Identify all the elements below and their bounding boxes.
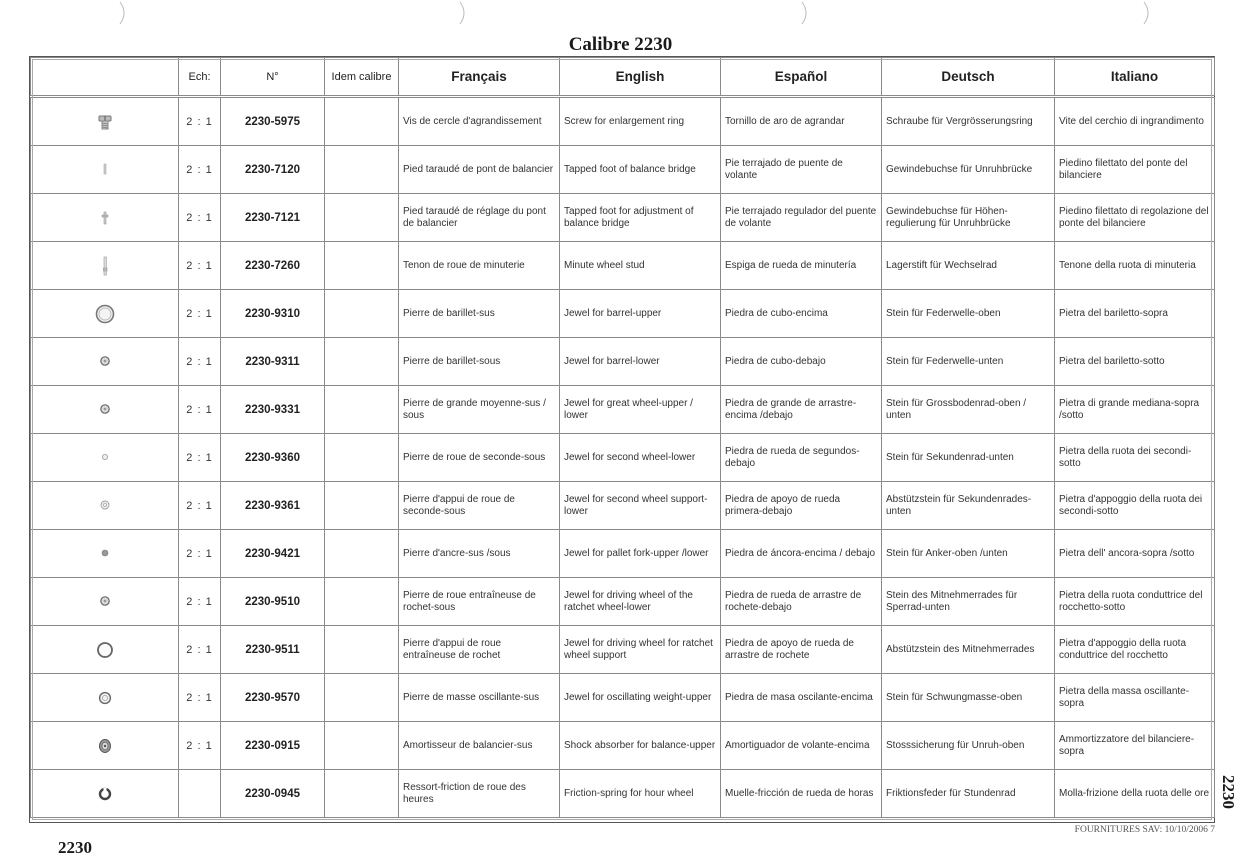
jewel-medium-icon	[98, 692, 112, 703]
scale-cell: 2 : 1	[179, 578, 221, 626]
jewel-small-icon	[99, 404, 111, 415]
header-spanish: Español	[721, 58, 882, 96]
same-calibre-cell	[325, 98, 399, 146]
spanish-cell: Piedra de áncora-encima / debajo	[721, 530, 882, 578]
header-italian: Italiano	[1055, 58, 1215, 96]
french-cell: Amortisseur de balancier-sus	[399, 722, 560, 770]
table-row	[31, 146, 1215, 194]
spanish-cell: Pie terrajado de puente de volante	[721, 146, 882, 194]
french-cell: Pierre de masse oscillante-sus	[399, 674, 560, 722]
scale-cell: 2 : 1	[179, 338, 221, 386]
part-image-cell	[31, 722, 179, 770]
english-cell: Screw for enlargement ring	[560, 98, 721, 146]
german-cell: Gewindebuchse für Höhen-regulierung für Unruhbrücke	[882, 194, 1055, 242]
german-cell: Stosssicherung für Unruh-oben	[882, 722, 1055, 770]
stud-icon	[101, 260, 109, 271]
part-number-cell: 2230-9360	[221, 434, 325, 482]
part-number-cell: 2230-9311	[221, 338, 325, 386]
side-calibre-text: 2230	[1219, 775, 1238, 809]
italian-cell: Tenone della ruota di minuteria	[1055, 242, 1215, 290]
spanish-cell: Amortiguador de volante-encima	[721, 722, 882, 770]
part-image-cell	[31, 338, 179, 386]
part-number-cell: 2230-7260	[221, 242, 325, 290]
english-cell: Jewel for barrel-upper	[560, 290, 721, 338]
french-cell: Ressort-friction de roue des heures	[399, 770, 560, 818]
same-calibre-cell	[325, 434, 399, 482]
table-row	[31, 482, 1215, 530]
part-image-cell	[31, 386, 179, 434]
english-cell: Jewel for driving wheel of the ratchet wheel-lower	[560, 578, 721, 626]
italian-cell: Pietra della ruota dei secondi-sotto	[1055, 434, 1215, 482]
part-number-cell: 2230-7121	[221, 194, 325, 242]
english-cell: Jewel for second wheel-lower	[560, 434, 721, 482]
english-cell: Tapped foot for adjustment of balance bridge	[560, 194, 721, 242]
footer-note: FOURNITURES SAV: 10/10/2006 7	[1074, 825, 1215, 835]
scale-cell: 2 : 1	[179, 290, 221, 338]
english-cell: Jewel for second wheel support-lower	[560, 482, 721, 530]
english-cell: Jewel for driving wheel for ratchet wheel support	[560, 626, 721, 674]
part-image-cell	[31, 626, 179, 674]
german-cell: Stein für Sekundenrad-unten	[882, 434, 1055, 482]
header-scale: Ech:	[179, 58, 221, 96]
english-cell: Shock absorber for balance-upper	[560, 722, 721, 770]
table-row	[31, 722, 1215, 770]
part-image-cell	[31, 482, 179, 530]
header-image	[31, 58, 179, 96]
binder-mark	[458, 0, 472, 26]
part-image-cell	[31, 242, 179, 290]
german-cell: Stein für Federwelle-oben	[882, 290, 1055, 338]
jewel-dot-icon	[100, 548, 110, 559]
french-cell: Pied taraudé de pont de balancier	[399, 146, 560, 194]
screw-icon	[96, 116, 114, 127]
french-cell: Pierre d'ancre-sus /sous	[399, 530, 560, 578]
scale-cell: 2 : 1	[179, 146, 221, 194]
table-row	[31, 434, 1215, 482]
part-number-cell: 2230-9310	[221, 290, 325, 338]
italian-cell: Pietra di grande mediana-sopra /sotto	[1055, 386, 1215, 434]
table-row	[31, 338, 1215, 386]
spanish-cell: Piedra de grande de arrastre-encima /debajo	[721, 386, 882, 434]
spanish-cell: Piedra de rueda de segundos-debajo	[721, 434, 882, 482]
french-cell: Pierre de barillet-sus	[399, 290, 560, 338]
french-cell: Pierre de roue entraîneuse de rochet-sous	[399, 578, 560, 626]
french-cell: Vis de cercle d'agrandissement	[399, 98, 560, 146]
same-calibre-cell	[325, 530, 399, 578]
shock-absorber-icon	[98, 740, 112, 751]
table-row	[31, 98, 1215, 146]
scale-cell: 2 : 1	[179, 98, 221, 146]
header-row	[31, 58, 1215, 96]
spanish-cell: Piedra de cubo-encima	[721, 290, 882, 338]
scale-cell: 2 : 1	[179, 242, 221, 290]
italian-cell: Piedino filettato del ponte del bilanciere	[1055, 146, 1215, 194]
french-cell: Pied taraudé de réglage du pont de balancier	[399, 194, 560, 242]
header-same-calibre: Idem calibre	[325, 58, 399, 96]
scale-cell: 2 : 1	[179, 626, 221, 674]
part-number-cell: 2230-5975	[221, 98, 325, 146]
part-image-cell	[31, 194, 179, 242]
french-cell: Pierre de grande moyenne-sus / sous	[399, 386, 560, 434]
italian-cell: Molla-frizione della ruota delle ore	[1055, 770, 1215, 818]
spanish-cell: Pie terrajado regulador del puente de volante	[721, 194, 882, 242]
spanish-cell: Muelle-fricción de rueda de horas	[721, 770, 882, 818]
same-calibre-cell	[325, 146, 399, 194]
french-cell: Pierre de roue de seconde-sous	[399, 434, 560, 482]
table-row	[31, 626, 1215, 674]
tapped-foot-icon	[102, 164, 108, 175]
english-cell: Friction-spring for hour wheel	[560, 770, 721, 818]
same-calibre-cell	[325, 386, 399, 434]
italian-cell: Vite del cerchio di ingrandimento	[1055, 98, 1215, 146]
english-cell: Jewel for great wheel-upper / lower	[560, 386, 721, 434]
scale-cell: 2 : 1	[179, 194, 221, 242]
italian-cell: Pietra dell' ancora-sopra /sotto	[1055, 530, 1215, 578]
italian-cell: Piedino filettato di regolazione del ponte del bilanciere	[1055, 194, 1215, 242]
german-cell: Stein des Mitnehmerrades für Sperrad-unten	[882, 578, 1055, 626]
same-calibre-cell	[325, 290, 399, 338]
german-cell: Stein für Federwelle-unten	[882, 338, 1055, 386]
german-cell: Friktionsfeder für Stundenrad	[882, 770, 1055, 818]
french-cell: Tenon de roue de minuterie	[399, 242, 560, 290]
german-cell: Abstützstein des Mitnehmerrades	[882, 626, 1055, 674]
part-image-cell	[31, 290, 179, 338]
jewel-small-icon	[99, 596, 111, 607]
italian-cell: Pietra del bariletto-sotto	[1055, 338, 1215, 386]
part-number-cell: 2230-9421	[221, 530, 325, 578]
part-image-cell	[31, 674, 179, 722]
same-calibre-cell	[325, 626, 399, 674]
french-cell: Pierre d'appui de roue de seconde-sous	[399, 482, 560, 530]
german-cell: Gewindebuchse für Unruhbrücke	[882, 146, 1055, 194]
same-calibre-cell	[325, 578, 399, 626]
spanish-cell: Tornillo de aro de agrandar	[721, 98, 882, 146]
english-cell: Jewel for pallet fork-upper /lower	[560, 530, 721, 578]
german-cell: Lagerstift für Wechselrad	[882, 242, 1055, 290]
header-number: N°	[221, 58, 325, 96]
jewel-tiny-icon	[101, 452, 109, 463]
italian-cell: Pietra della ruota conduttrice del rocchetto-sotto	[1055, 578, 1215, 626]
italian-cell: Ammortizzatore del bilanciere-sopra	[1055, 722, 1215, 770]
jewel-support-icon	[99, 500, 111, 511]
part-number-cell: 2230-9361	[221, 482, 325, 530]
english-cell: Jewel for oscillating weight-upper	[560, 674, 721, 722]
italian-cell: Pietra della massa oscillante-sopra	[1055, 674, 1215, 722]
german-cell: Stein für Schwungmasse-oben	[882, 674, 1055, 722]
german-cell: Abstützstein für Sekundenrades-unten	[882, 482, 1055, 530]
german-cell: Schraube für Vergrösserungsring	[882, 98, 1055, 146]
scale-cell	[179, 770, 221, 818]
jewel-large-icon	[95, 308, 115, 319]
header-french: Français	[399, 58, 560, 96]
scale-cell: 2 : 1	[179, 386, 221, 434]
part-number-cell: 2230-9510	[221, 578, 325, 626]
scale-cell: 2 : 1	[179, 722, 221, 770]
part-image-cell	[31, 434, 179, 482]
parts-table	[30, 57, 1215, 818]
binder-mark	[800, 0, 814, 26]
spanish-cell: Espiga de rueda de minutería	[721, 242, 882, 290]
part-number-cell: 2230-7120	[221, 146, 325, 194]
tapped-foot-adjust-icon	[100, 212, 110, 223]
part-image-cell	[31, 146, 179, 194]
part-image-cell	[31, 98, 179, 146]
spanish-cell: Piedra de masa oscilante-encima	[721, 674, 882, 722]
part-number-cell: 2230-0945	[221, 770, 325, 818]
part-number-cell: 2230-9511	[221, 626, 325, 674]
german-cell: Stein für Anker-oben /unten	[882, 530, 1055, 578]
friction-spring-icon	[98, 788, 112, 799]
spanish-cell: Piedra de apoyo de rueda primera-debajo	[721, 482, 882, 530]
english-cell: Minute wheel stud	[560, 242, 721, 290]
same-calibre-cell	[325, 194, 399, 242]
table-row	[31, 290, 1215, 338]
part-number-cell: 2230-9570	[221, 674, 325, 722]
header-english: English	[560, 58, 721, 96]
english-cell: Tapped foot of balance bridge	[560, 146, 721, 194]
same-calibre-cell	[325, 338, 399, 386]
part-image-cell	[31, 530, 179, 578]
table-row	[31, 242, 1215, 290]
binder-mark	[1142, 0, 1156, 26]
table-row	[31, 674, 1215, 722]
italian-cell: Pietra del bariletto-sopra	[1055, 290, 1215, 338]
table-row	[31, 530, 1215, 578]
english-cell: Jewel for barrel-lower	[560, 338, 721, 386]
table-row	[31, 770, 1215, 818]
table-row	[31, 194, 1215, 242]
same-calibre-cell	[325, 242, 399, 290]
spanish-cell: Piedra de cubo-debajo	[721, 338, 882, 386]
spanish-cell: Piedra de apoyo de rueda de arrastre de rochete	[721, 626, 882, 674]
spanish-cell: Piedra de rueda de arrastre de rochete-debajo	[721, 578, 882, 626]
jewel-ring-icon	[96, 644, 114, 655]
french-cell: Pierre de barillet-sous	[399, 338, 560, 386]
french-cell: Pierre d'appui de roue entraîneuse de rochet	[399, 626, 560, 674]
scale-cell: 2 : 1	[179, 674, 221, 722]
page-title: Calibre 2230	[568, 34, 673, 55]
side-calibre-label	[1218, 762, 1238, 822]
same-calibre-cell	[325, 482, 399, 530]
same-calibre-cell	[325, 770, 399, 818]
header-german: Deutsch	[882, 58, 1055, 96]
part-image-cell	[31, 770, 179, 818]
jewel-small-icon	[99, 356, 111, 367]
scale-cell: 2 : 1	[179, 482, 221, 530]
table-row	[31, 578, 1215, 626]
part-number-cell: 2230-0915	[221, 722, 325, 770]
scale-cell: 2 : 1	[179, 530, 221, 578]
bottom-calibre-code: 2230	[58, 838, 92, 857]
part-image-cell	[31, 578, 179, 626]
part-number-cell: 2230-9331	[221, 386, 325, 434]
table-row	[31, 386, 1215, 434]
german-cell: Stein für Grossbodenrad-oben / unten	[882, 386, 1055, 434]
italian-cell: Pietra d'appoggio della ruota conduttrice del rocchetto	[1055, 626, 1215, 674]
scale-cell: 2 : 1	[179, 434, 221, 482]
binder-mark	[118, 0, 132, 26]
italian-cell: Pietra d'appoggio della ruota dei secondi-sotto	[1055, 482, 1215, 530]
same-calibre-cell	[325, 674, 399, 722]
parts-table-frame	[29, 56, 1215, 823]
same-calibre-cell	[325, 722, 399, 770]
